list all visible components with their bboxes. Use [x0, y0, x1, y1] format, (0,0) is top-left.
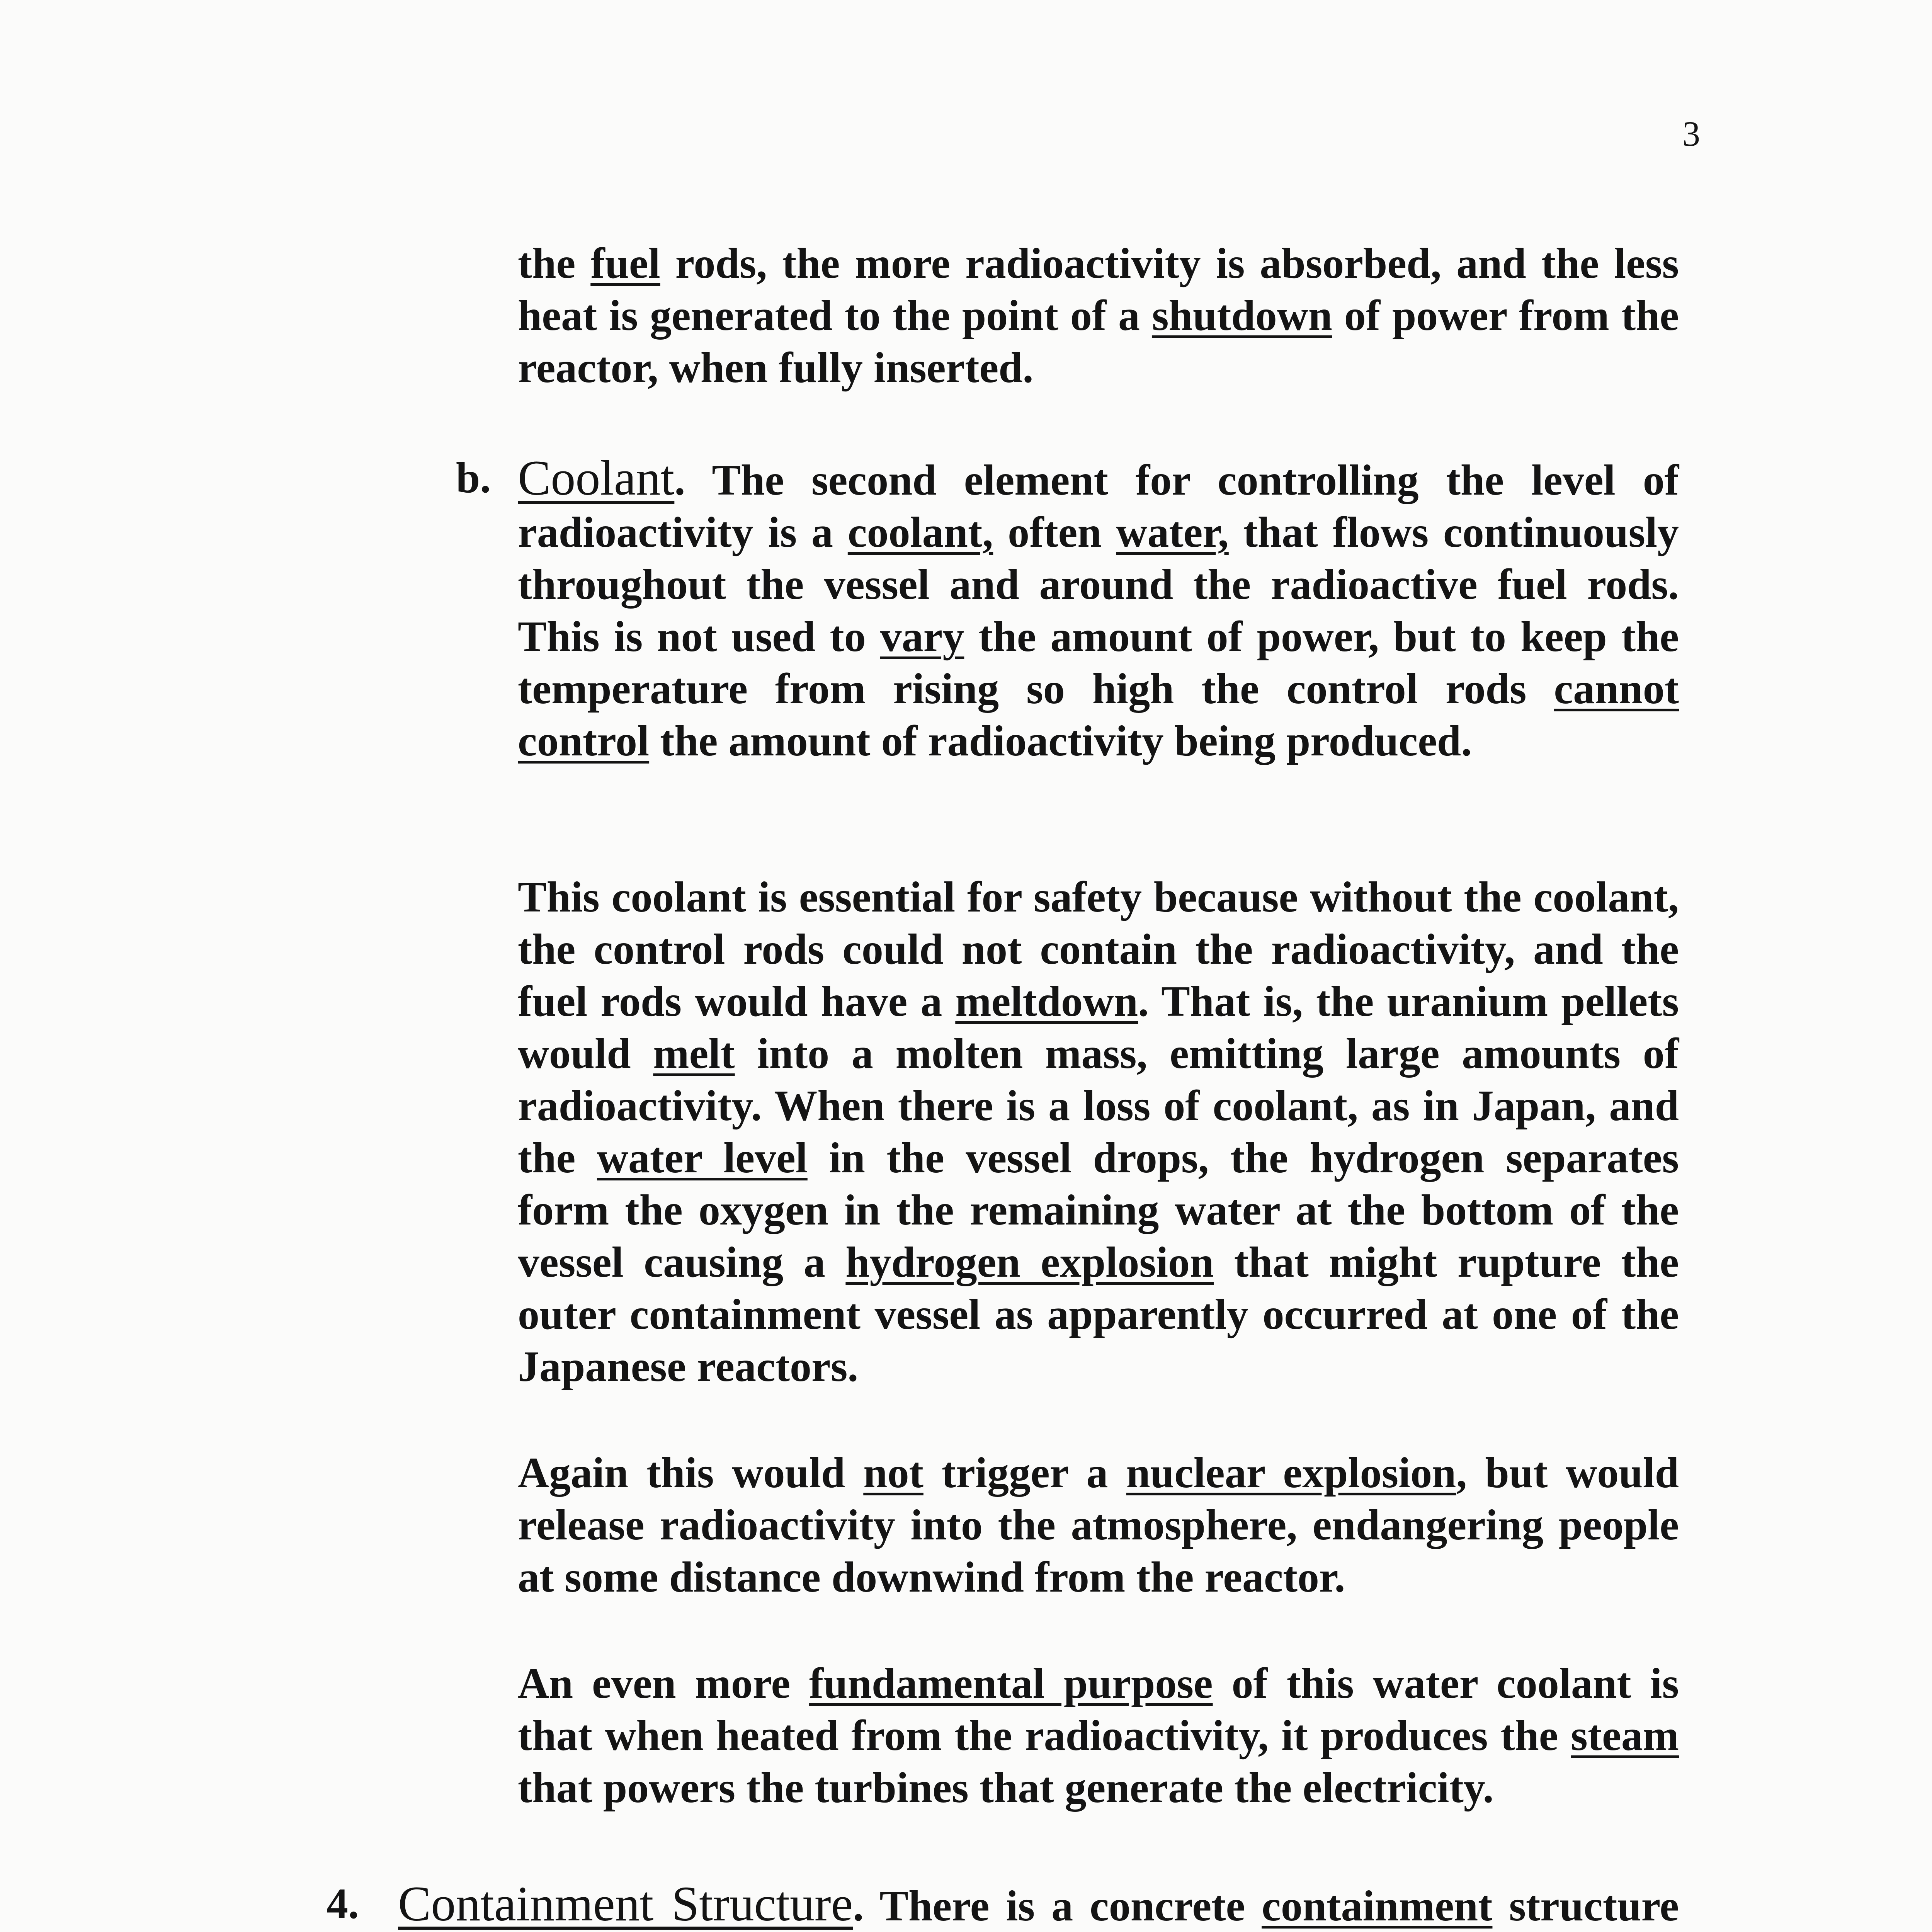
list-marker-b: b.	[456, 454, 491, 502]
text-run: in the vessel drops, the hydrogen separates form the oxygen in the remaining water at the bottom of the vessel causing a	[518, 1134, 1679, 1286]
text-run: This coolant is essential for safety because without the coolant, the control rods could not contain the radioactivity, and the fuel rods would have a	[518, 873, 1679, 1026]
text-run: the amount of radioactivity being produced.	[649, 717, 1472, 765]
text-run: the	[518, 240, 591, 287]
text-run: An even more	[518, 1660, 810, 1708]
text-run: the amount of power, but to keep the temperature from rising so high the control rods	[518, 613, 1679, 713]
text-run: , but would release radioactivity into the atmosphere, endangering people at some distance downwind from the reactor.	[518, 1449, 1679, 1601]
text-run: that powers the turbines that generate the electricity.	[518, 1764, 1494, 1812]
text-run: trigger a	[923, 1449, 1126, 1497]
underlined-term-melt: melt	[653, 1030, 735, 1078]
text-run: Again this would	[518, 1449, 864, 1497]
paragraph-coolant-safety	[518, 871, 1679, 1393]
underlined-term-water-level: water level	[597, 1134, 808, 1182]
text-run: . The second element for controlling the level of radioactivity is a	[518, 456, 1679, 556]
text-run: of power from the reactor, when fully inserted.	[518, 292, 1679, 392]
paragraph-coolant	[456, 451, 1679, 767]
paragraph-no-nuclear-explosion	[518, 1447, 1679, 1604]
underlined-term-containment: containment	[1262, 1882, 1493, 1930]
underlined-term-coolant: coolant,	[847, 509, 993, 556]
text-run: structure	[1509, 1882, 1679, 1930]
underlined-term-fundamental-purpose: fundamental purpose	[809, 1660, 1213, 1708]
underlined-term-hydrogen-explosion: hydrogen explosion	[845, 1238, 1214, 1286]
underlined-term-nuclear-explosion: nuclear explosion	[1126, 1449, 1456, 1497]
section-heading-containment-structure: Containment Structure	[398, 1876, 853, 1931]
text-run: that might rupture the outer containment vessel as apparently occurred at one of the Japanese reactors.	[518, 1238, 1679, 1391]
underlined-term-steam: steam	[1571, 1712, 1679, 1760]
underlined-term-vary: vary	[880, 613, 964, 661]
paragraph-containment-structure	[327, 1876, 1679, 1932]
page-number: 3	[1682, 114, 1700, 153]
paragraph-fundamental-purpose	[518, 1658, 1679, 1814]
text-run: of this water coolant is that when heated from the radioactivity, it produces the	[518, 1660, 1679, 1760]
underlined-term-not: not	[863, 1449, 923, 1497]
text-run: that flows continuously throughout the vessel and around the radioactive fuel rods. This is not used to	[518, 509, 1679, 661]
underlined-term-water: water,	[1116, 509, 1229, 556]
underlined-term-shutdown: shutdown	[1151, 292, 1332, 340]
text-run: often	[993, 509, 1116, 556]
text-run: into a molten mass, emitting large amounts of radioactivity. When there is a loss of coolant, as in Japan, and the	[518, 1030, 1679, 1182]
text-run: . That is, the uranium pellets would	[518, 978, 1679, 1078]
list-marker-4: 4.	[327, 1880, 359, 1928]
text-run: rods, the more radioactivity is absorbed, and the less heat is generated to the point of a	[518, 240, 1679, 340]
underlined-term-cannot-control: cannot control	[518, 665, 1679, 765]
paragraph-fuel-rods-continuation	[518, 238, 1679, 394]
text-run: . There is a concrete	[853, 1882, 1262, 1930]
underlined-term-fuel: fuel	[590, 240, 660, 287]
section-heading-coolant: Coolant	[518, 451, 675, 505]
underlined-term-meltdown: meltdown	[955, 978, 1138, 1026]
